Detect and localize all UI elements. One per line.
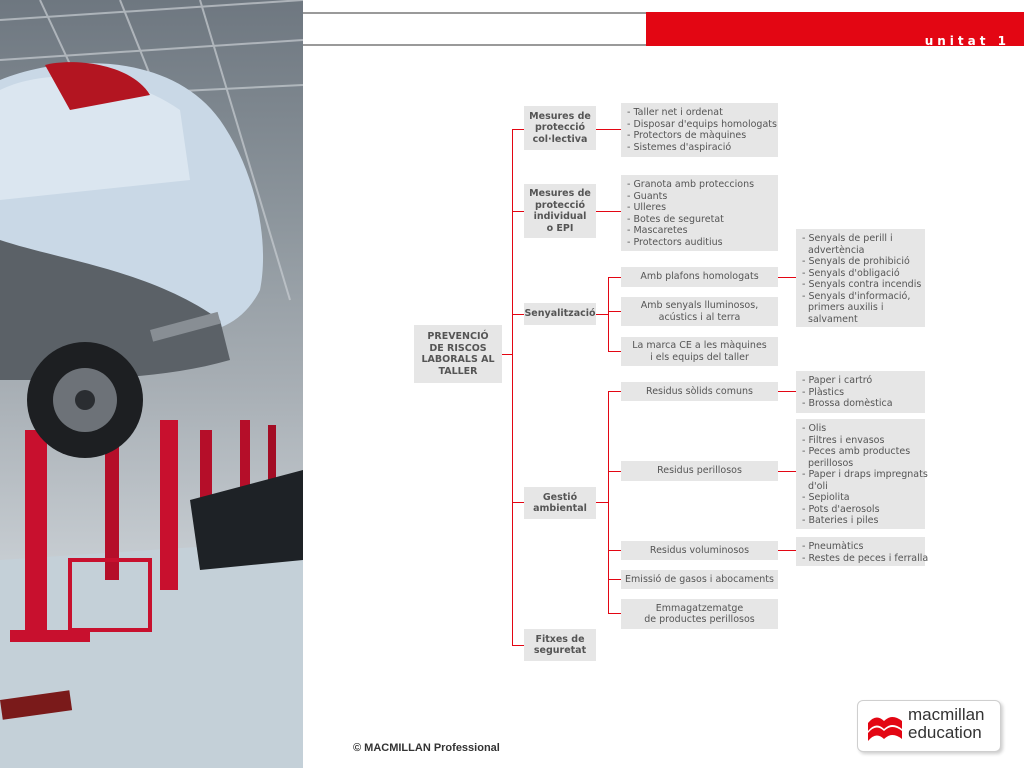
category-line: ambiental: [533, 503, 587, 514]
sub-line: Emissió de gasos i abocaments: [625, 573, 774, 585]
logo-text-line1: macmillan: [908, 705, 985, 724]
list-item: - Pneumàtics: [802, 541, 864, 552]
category-line: protecció: [534, 122, 586, 134]
solid-waste: [621, 382, 778, 401]
connector-line: [608, 311, 621, 312]
category-signage: [524, 303, 596, 325]
list-item: - Protectors auditius: [627, 236, 723, 248]
category-individual-protection: [524, 184, 596, 238]
connector-line: [596, 129, 621, 130]
list-item: - Plàstics: [802, 386, 845, 398]
connector-line: [608, 277, 609, 352]
root-node: [414, 325, 502, 383]
header-line-bottom: [303, 44, 646, 46]
sub-line: i els equips del taller: [650, 351, 749, 363]
macmillan-logo: [857, 700, 1001, 752]
category-line: o EPI: [546, 222, 574, 234]
root-line: PREVENCIÓ: [427, 331, 489, 342]
connector-line: [512, 502, 524, 503]
hazardous-waste: [621, 461, 778, 481]
gas-emissions: [621, 570, 778, 589]
list-item: - Filtres i envasos: [802, 434, 885, 446]
connector-line: [512, 314, 524, 315]
list-item: - Taller net i ordenat: [627, 107, 723, 118]
signage-panels: [621, 267, 778, 287]
header-red-band: [646, 12, 1024, 46]
list-item: - Brossa domèstica: [802, 398, 893, 409]
list-item: - Olis: [802, 423, 827, 434]
category-line: seguretat: [533, 645, 587, 656]
list-item: - Senyals contra incendis: [802, 279, 922, 290]
connector-line: [596, 211, 621, 212]
connector-line: [512, 645, 524, 646]
connector-line: [608, 391, 621, 392]
sub-line: acústics i al terra: [658, 311, 741, 323]
sub-line: Residus voluminosos: [649, 544, 750, 556]
list-item: - Senyals d'obligació: [802, 267, 900, 279]
sub-line: de productes perillosos: [644, 614, 755, 625]
collective-items: [621, 103, 778, 157]
list-item: salvament: [808, 313, 858, 325]
connector-line: [608, 613, 621, 614]
list-item: - Sepiolita: [802, 492, 850, 503]
copyright-text: © MACMILLAN Professional: [353, 742, 500, 754]
list-item: primers auxilis i: [808, 302, 884, 313]
category-environmental: [524, 487, 596, 519]
sub-line: Residus sòlids comuns: [646, 385, 753, 397]
panel-signs-items: [796, 229, 925, 327]
list-item: - Paper i draps impregnats: [802, 469, 928, 480]
unit-label: unitat 1: [924, 34, 1010, 48]
list-item: - Pots d'aerosols: [802, 503, 880, 515]
connector-line: [512, 211, 524, 212]
hazardous-storage: [621, 599, 778, 629]
signage-ce-mark: [621, 337, 778, 366]
connector-line: [608, 277, 621, 278]
list-item: - Senyals de prohibició: [802, 256, 910, 267]
list-item: d'oli: [808, 480, 828, 492]
list-item: - Senyals de perill i: [802, 233, 893, 244]
logo-text-line2: education: [908, 723, 982, 742]
category-line: Mesures de: [529, 110, 591, 122]
connector-line: [512, 129, 524, 130]
connector-line: [778, 471, 796, 472]
root-line: DE RISCOS: [429, 342, 487, 354]
bulky-waste: [621, 541, 778, 560]
list-item: - Sistemes d'aspiració: [627, 141, 732, 153]
sub-line: Residus perillosos: [657, 465, 742, 477]
category-line: Senyalització: [524, 308, 596, 320]
connector-line: [608, 550, 621, 551]
list-item: - Ulleres: [627, 202, 667, 213]
category-safety-sheets: [524, 629, 596, 661]
sub-line: Amb plafons homologats: [640, 271, 759, 283]
list-item: - Senyals d'informació,: [802, 290, 911, 302]
list-item: - Botes de seguretat: [627, 213, 724, 225]
connector-line: [596, 502, 608, 503]
list-item: - Disposar d'equips homologats: [627, 118, 777, 130]
individual-items: [621, 175, 778, 251]
list-item: perillosos: [808, 457, 854, 469]
list-item: - Protectors de màquines: [627, 130, 747, 141]
connector-line: [512, 129, 513, 646]
list-item: - Paper i cartró: [802, 375, 873, 386]
hazardous-waste-items: [796, 419, 928, 529]
list-item: - Peces amb productes: [802, 446, 911, 457]
category-collective-protection: [524, 106, 596, 150]
connector-line: [596, 314, 608, 315]
list-item: - Bateries i piles: [802, 515, 879, 526]
bulky-waste-items: [796, 537, 929, 566]
sub-line: Emmagatzematge: [655, 602, 744, 614]
connector-line: [608, 391, 609, 614]
connector-line: [778, 277, 796, 278]
category-line: Gestió: [542, 491, 578, 503]
workshop-photo: [0, 0, 303, 768]
category-line: Mesures de: [529, 188, 591, 199]
sub-line: Amb senyals lluminosos,: [640, 300, 759, 311]
category-line: Fitxes de: [535, 633, 585, 645]
list-item: advertència: [808, 244, 865, 256]
solid-waste-items: [796, 371, 925, 413]
connector-line: [608, 471, 621, 472]
logo-mark-icon: [866, 709, 904, 743]
category-line: individual: [533, 211, 587, 222]
root-line: LABORALS AL: [421, 354, 495, 365]
signage-lights: [621, 297, 778, 326]
list-item: - Restes de peces i ferralla: [802, 552, 929, 564]
sub-line: La marca CE a les màquines: [632, 340, 767, 351]
category-line: col·lectiva: [532, 133, 588, 145]
connector-line: [608, 351, 621, 352]
connector-line: [778, 550, 796, 551]
category-line: protecció: [534, 199, 586, 211]
connector-line: [608, 579, 621, 580]
list-item: - Granota amb proteccions: [627, 179, 755, 190]
root-line: TALLER: [438, 365, 478, 377]
list-item: - Guants: [627, 190, 668, 202]
connector-line: [778, 391, 796, 392]
list-item: - Mascaretes: [627, 225, 688, 236]
